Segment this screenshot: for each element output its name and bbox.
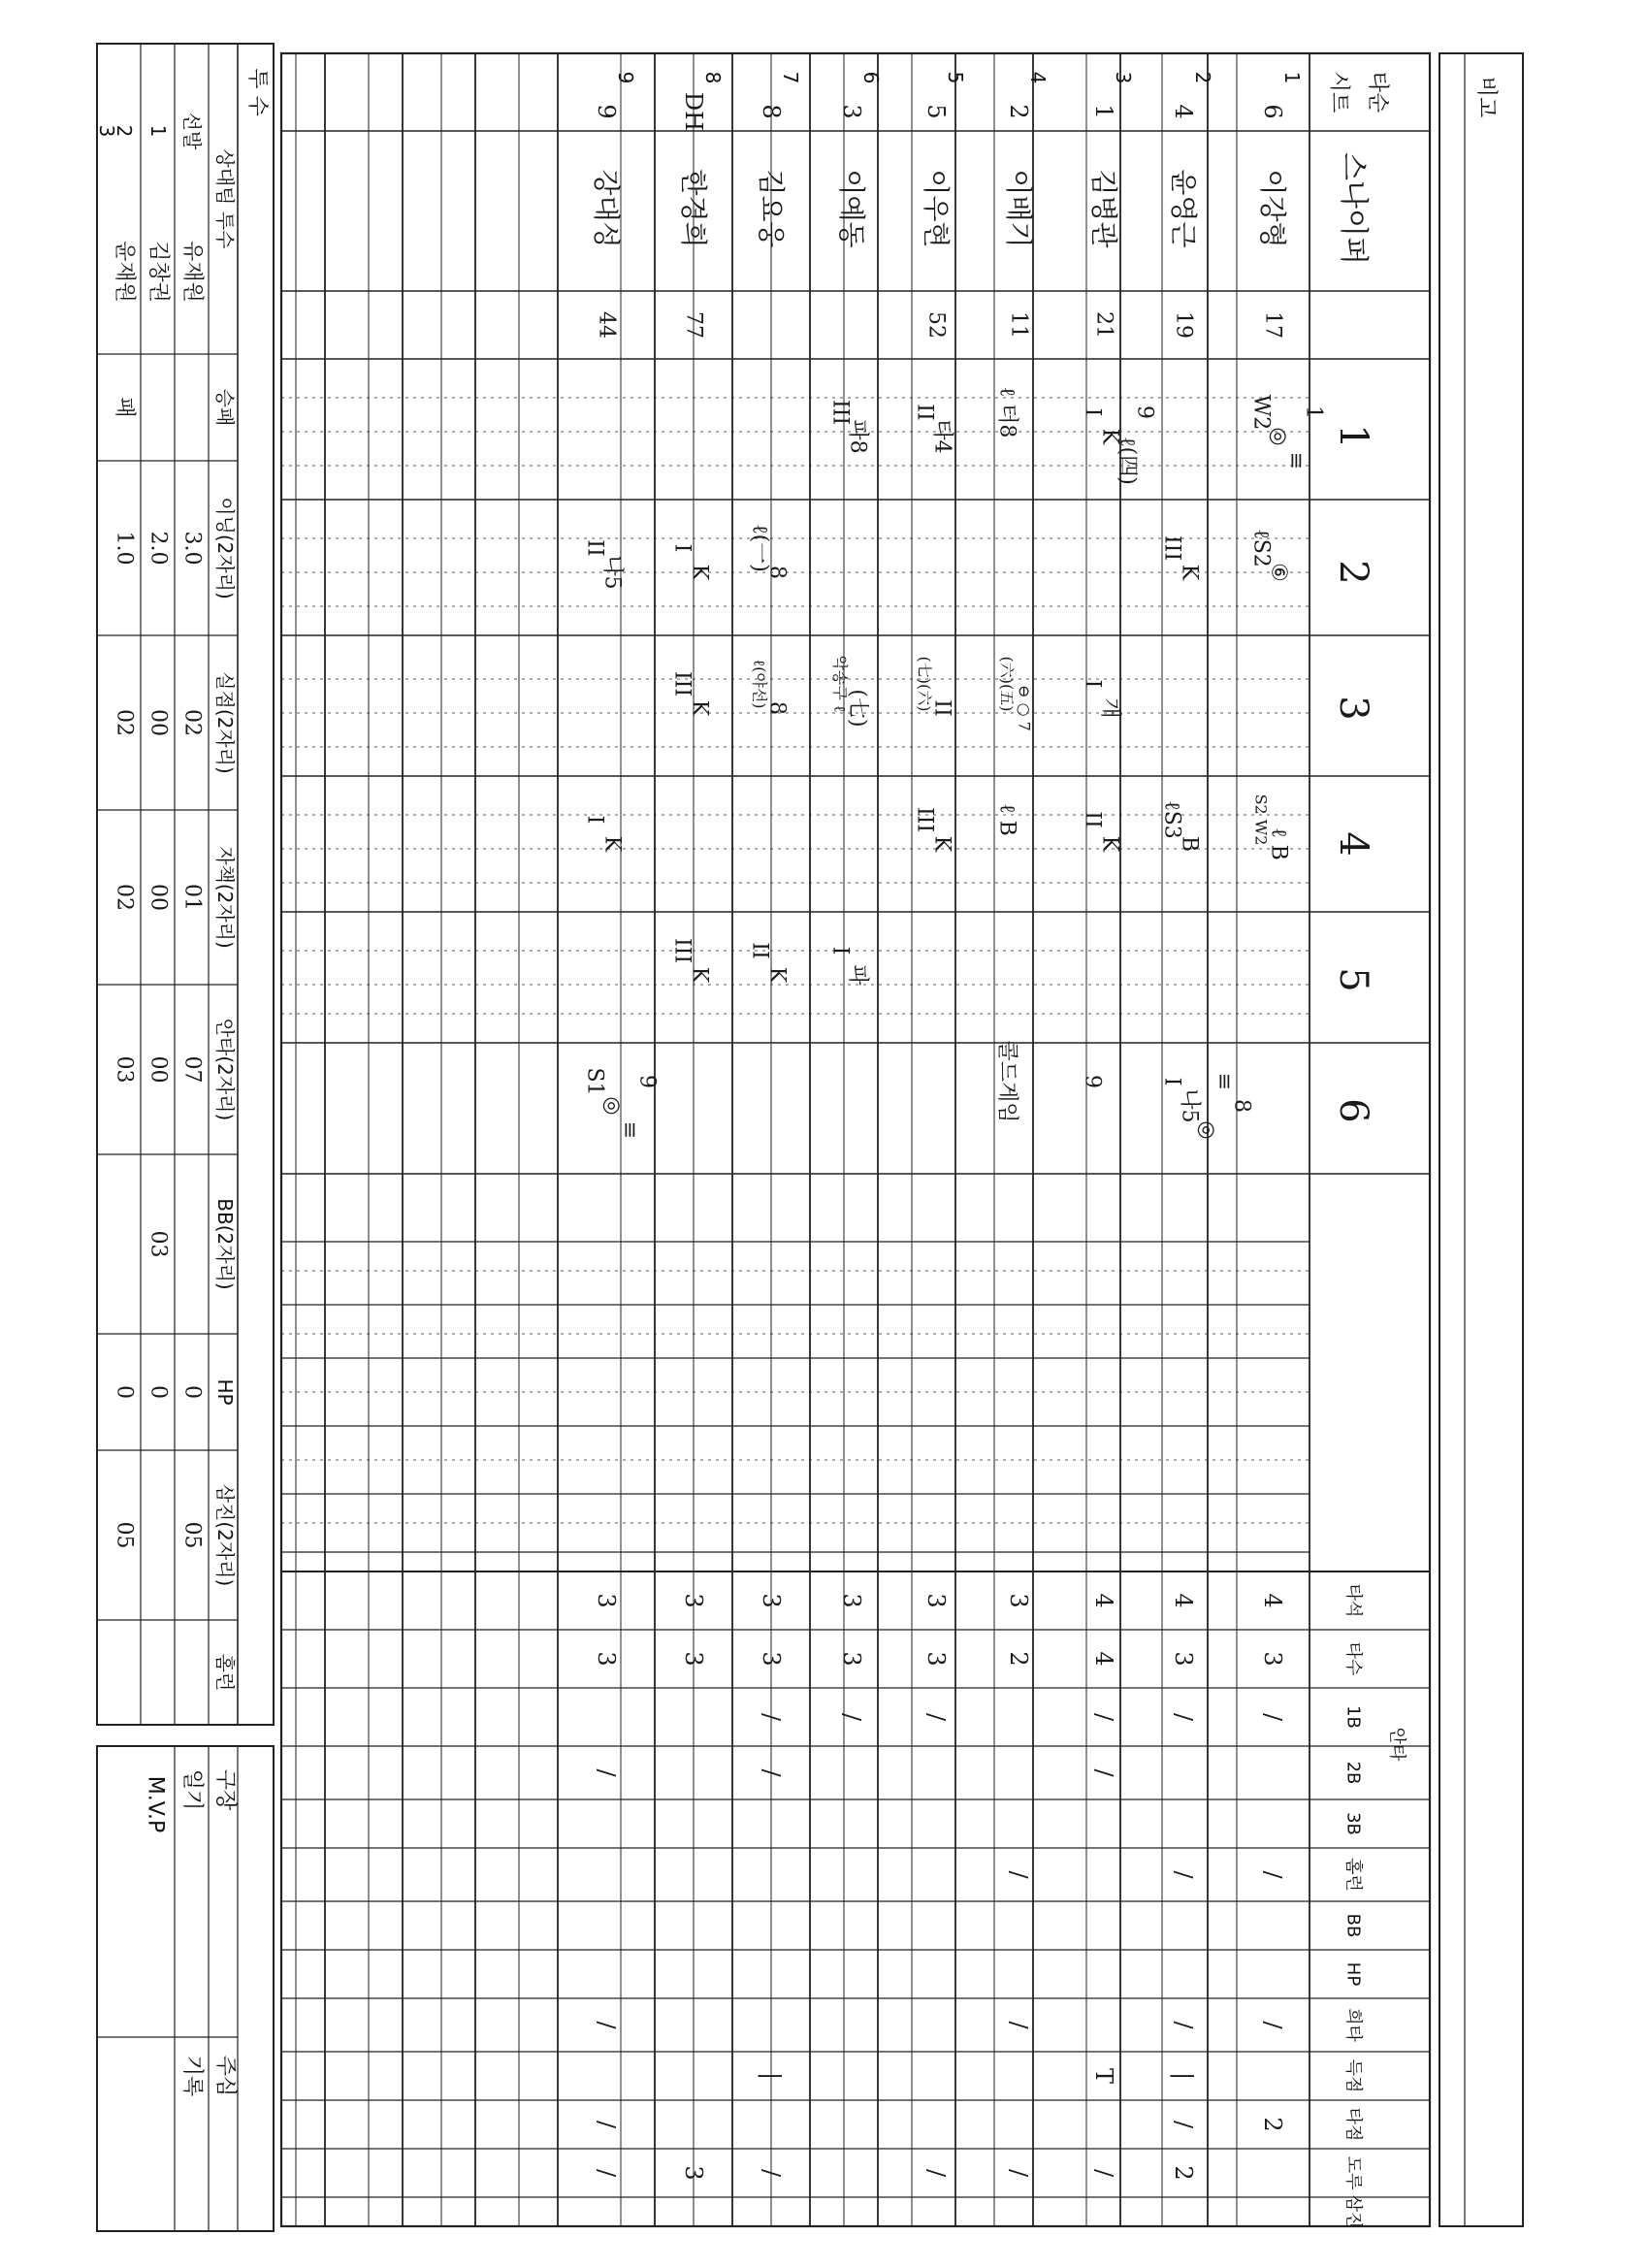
pitcher-name-0: 유재원 (179, 241, 205, 303)
stat-sb-5: / (922, 2168, 950, 2178)
play-mark: 콜드게임 (994, 1040, 1019, 1123)
play-mark: ◎ (599, 1096, 625, 1116)
batter-pos-1: 6 (1259, 104, 1286, 119)
stat-header-5: 홈런 (1342, 1858, 1364, 1892)
batter-name-7: 김요웅 (755, 169, 788, 248)
play-mark: I (1159, 1077, 1184, 1086)
stat-h1-5: / (922, 1712, 950, 1722)
batter-num-2: 19 (1171, 311, 1196, 339)
batter-order-8: 8 (701, 71, 725, 84)
play-mark: 9 (1132, 405, 1157, 419)
stat-pa-5: 3 (922, 1593, 950, 1608)
stat-sb-7: / (758, 2168, 785, 2178)
stat-pa-7: 3 (758, 1593, 785, 1608)
play-mark: 9 (634, 1075, 660, 1088)
play-mark: S1 (582, 1067, 607, 1096)
pitcher-r-2: 02 (112, 709, 137, 736)
stat-ab-9: 3 (593, 1651, 620, 1667)
stat-pa-1: 4 (1259, 1593, 1286, 1608)
play-mark: ≡ (1212, 1072, 1237, 1091)
batter-num-4: 11 (1006, 311, 1031, 339)
batter-pos-7: 8 (758, 104, 785, 119)
pitcher-h-2: 03 (112, 1055, 137, 1084)
pitcher-header-5: 안타(2자리) (213, 1018, 237, 1121)
batter-pos-3: 1 (1090, 104, 1117, 119)
stat-header-10: 타점 (1342, 2107, 1364, 2142)
stat-header-0: 타석 (1342, 1583, 1364, 1618)
stat-sac-2: / (1170, 2021, 1197, 2029)
stat-sb-2: 2 (1170, 2165, 1197, 2181)
play-mark: ℓ(四) (1115, 437, 1140, 485)
play-mark: 악송구 ℓ (830, 655, 850, 713)
stat-header-3: 2B (1342, 1761, 1364, 1785)
pitcher-role-3: 3 (95, 124, 118, 138)
play-mark: K (687, 564, 712, 581)
inning-number-6: 6 (1331, 1098, 1375, 1123)
stat-h1-2: / (1170, 1712, 1197, 1722)
stat-h1-1: / (1259, 1712, 1286, 1722)
team-name: 스나이퍼 (1336, 152, 1371, 265)
play-mark: I (669, 543, 695, 553)
pitcher-ip-0: 3.0 (179, 531, 205, 566)
mvp-label: M.V.P (143, 1775, 168, 1833)
hit-group-label: 안타 (1386, 1727, 1407, 1762)
play-mark: K (929, 835, 954, 853)
stat-hr-1: / (1259, 1870, 1286, 1879)
play-mark: 8 (764, 566, 790, 579)
stat-h2-3: / (1090, 1768, 1117, 1777)
play-mark: ⑥ (1266, 563, 1291, 582)
play-mark: (七)(六) (915, 656, 934, 712)
play-mark: II (912, 404, 937, 421)
play-mark: I (582, 815, 607, 825)
play-mark: K (599, 835, 625, 853)
play-mark: K (764, 966, 790, 984)
play-mark: ℓ(一) (747, 524, 772, 572)
stat-rbi-9: / (593, 2120, 620, 2129)
stat-r-2: | (1170, 2071, 1197, 2081)
stat-pa-8: 3 (680, 1593, 707, 1608)
play-mark: ℓS2 (1248, 529, 1274, 567)
pitcher-header-4: 자책(2자리) (213, 846, 237, 949)
play-mark: 파8 (845, 419, 870, 454)
play-mark: III (912, 806, 937, 833)
play-mark: 타4 (929, 419, 954, 454)
stat-sb-3: / (1090, 2168, 1117, 2178)
play-mark: II (929, 699, 954, 717)
stat-r-3: T (1090, 2067, 1117, 2085)
stat-header-8: 희타 (1342, 2008, 1364, 2042)
batter-num-9: 44 (594, 311, 619, 339)
play-mark: I (1080, 679, 1105, 689)
play-mark: ⊖ ○ 7 (1015, 685, 1034, 731)
play-mark: ℓ B (994, 803, 1019, 836)
scorer-label: 기록 (179, 2055, 205, 2097)
pitcher-so-0: 05 (179, 1521, 205, 1549)
pitcher-header-3: 실점(2자리) (213, 671, 237, 774)
batter-num-5: 52 (923, 311, 949, 339)
play-mark: III (669, 937, 695, 964)
play-mark: ℓ(야선) (750, 659, 769, 709)
batter-num-8: 77 (681, 311, 706, 339)
stat-rbi-1: 2 (1259, 2117, 1286, 2132)
play-mark: II (1080, 811, 1105, 828)
play-mark: I (827, 946, 853, 956)
play-mark: K (1097, 428, 1122, 445)
stat-header-9: 득점 (1342, 2058, 1364, 2093)
stat-h2-7: / (758, 1768, 785, 1777)
pitcher-ip-2: 1.0 (112, 531, 137, 566)
pitcher-header-0: 상대팀 투수 (213, 148, 237, 249)
stat-header-11: 도루 (1342, 2155, 1364, 2190)
inning-number-2: 2 (1331, 560, 1375, 585)
play-mark: III (827, 399, 853, 426)
batter-order-9: 9 (614, 71, 637, 84)
play-mark: 파 (845, 964, 870, 986)
batting-grid (281, 53, 1430, 2226)
remarks-label: 비고 (1473, 76, 1499, 118)
stat-header-1: 타수 (1342, 1641, 1364, 1676)
stat-header-4: 3B (1342, 1812, 1364, 1835)
remarks-box (1439, 53, 1523, 2226)
play-mark: (六)(五) (997, 656, 1017, 712)
stat-h2-9: / (593, 1768, 620, 1777)
pitcher-wl-2: 패 (112, 397, 137, 418)
stat-ab-7: 3 (758, 1651, 785, 1667)
umpire-label: 주심 (212, 2055, 238, 2097)
play-mark: K (1177, 564, 1202, 581)
stat-hr-2: / (1170, 1870, 1197, 1879)
stat-header-12: 삼진 (1342, 2194, 1364, 2229)
pitcher-r-1: 00 (146, 709, 171, 736)
pitcher-er-2: 02 (112, 884, 137, 911)
play-mark: K (687, 966, 712, 984)
pitcher-name-1: 김창권 (146, 241, 171, 303)
batter-name-9: 강대성 (590, 169, 623, 248)
stat-sb-4: / (1005, 2168, 1032, 2178)
play-mark: I (1080, 407, 1105, 417)
batter-order-4: 4 (1026, 71, 1050, 84)
stat-pa-4: 3 (1005, 1593, 1032, 1608)
stat-rbi-2: / (1170, 2120, 1197, 2129)
pitcher-so-2: 05 (112, 1521, 137, 1549)
stat-sb-8: 3 (680, 2165, 707, 2181)
batter-name-2: 윤영근 (1167, 169, 1200, 248)
pitcher-title: 투 수 (244, 68, 270, 116)
batter-name-6: 이예동 (835, 169, 868, 248)
pitcher-hp-0: 0 (179, 1385, 205, 1399)
batter-order-6: 6 (859, 71, 883, 84)
stat-ab-3: 4 (1090, 1651, 1117, 1667)
batter-order-5: 5 (944, 71, 967, 84)
stat-header-7: HP (1342, 1961, 1364, 1987)
play-mark: W2 (1248, 394, 1274, 431)
play-mark: III (1159, 535, 1184, 562)
batting-order-header: 타순 (1365, 71, 1390, 113)
pitcher-er-1: 00 (146, 884, 171, 911)
stat-h1-7: / (758, 1712, 785, 1722)
batter-pos-5: 5 (922, 104, 950, 119)
stat-h1-3: / (1090, 1712, 1117, 1722)
play-mark: ℓ 터8 (994, 386, 1019, 438)
inning-number-3: 3 (1331, 696, 1375, 721)
play-mark: S2 W2 (1251, 794, 1271, 846)
pitcher-name-2: 윤재원 (112, 241, 137, 303)
play-mark: II (582, 539, 607, 557)
batter-num-3: 21 (1091, 311, 1116, 339)
stat-hr-4: / (1005, 1870, 1032, 1879)
stat-ab-4: 2 (1005, 1651, 1032, 1667)
play-mark: K (687, 699, 712, 717)
play-mark: 1 (1301, 405, 1326, 419)
stat-pa-3: 4 (1090, 1593, 1117, 1608)
pitcher-hp-2: 0 (112, 1385, 137, 1399)
play-mark: B (1177, 835, 1202, 853)
stat-sac-4: / (1005, 2021, 1032, 2029)
stat-pa-6: 3 (838, 1593, 865, 1608)
play-mark: 나5 (599, 555, 625, 590)
play-mark: 9 (1080, 1075, 1105, 1088)
batter-pos-9: 9 (593, 104, 620, 119)
play-mark: ◎ (1266, 427, 1291, 446)
pitcher-header-1: 승패 (213, 388, 237, 427)
batter-pos-6: 3 (838, 104, 865, 119)
play-mark: 8 (1229, 1099, 1254, 1113)
play-mark: ℓS3 (1159, 800, 1184, 839)
date-label: 일기 (179, 1768, 205, 1811)
stat-ab-6: 3 (838, 1651, 865, 1667)
pitcher-ip-1: 2.0 (146, 531, 171, 566)
play-mark: ℓ B (1266, 827, 1291, 860)
batter-pos-2: 4 (1170, 104, 1197, 119)
stat-sac-9: / (593, 2021, 620, 2029)
stat-header-6: BB (1342, 1913, 1364, 1938)
stat-ab-5: 3 (922, 1651, 950, 1667)
play-mark: (七) (845, 689, 870, 728)
batter-pos-4: 2 (1005, 104, 1032, 119)
play-mark: 개 (1097, 697, 1122, 719)
batter-num-1: 17 (1260, 311, 1285, 339)
info-box (97, 1746, 274, 2231)
play-mark: III (669, 670, 695, 697)
batter-name-4: 이배기 (1002, 169, 1035, 248)
play-mark: ≡ (1283, 451, 1309, 470)
pitcher-header-2: 이닝(2자리) (213, 497, 237, 599)
batter-order-1: 1 (1280, 71, 1304, 84)
pitcher-bb-1: 03 (146, 1230, 171, 1258)
stat-sb-9: / (593, 2168, 620, 2178)
batter-order-3: 3 (1112, 71, 1135, 84)
play-mark: II (747, 942, 772, 959)
pitcher-role-1: 1 (146, 124, 170, 138)
play-mark: 나5 (1177, 1088, 1202, 1123)
stat-r-7: | (758, 2071, 785, 2081)
inning-number-5: 5 (1331, 967, 1375, 992)
pitcher-role-2: 2 (113, 124, 136, 138)
pitcher-header-7: HP (213, 1378, 237, 1406)
stat-ab-8: 3 (680, 1651, 707, 1667)
venue-label: 구장 (212, 1768, 238, 1811)
pitcher-header-6: BB(2자리) (213, 1198, 237, 1290)
batter-order-2: 2 (1191, 71, 1214, 84)
inning-number-1: 1 (1331, 424, 1375, 449)
pitcher-header-9: 홈런 (213, 1653, 237, 1692)
stat-pa-2: 4 (1170, 1593, 1197, 1608)
batter-name-1: 이강형 (1256, 169, 1289, 248)
pitcher-h-0: 07 (179, 1055, 205, 1084)
position-header: 시트 (1326, 71, 1351, 113)
batter-name-8: 한경희 (677, 169, 710, 248)
inning-number-4: 4 (1331, 831, 1375, 857)
play-mark: K (1097, 835, 1122, 853)
stat-ab-1: 3 (1259, 1651, 1286, 1667)
pitcher-er-0: 01 (179, 884, 205, 911)
play-mark: ≡ (617, 1120, 642, 1140)
batter-name-5: 이우현 (920, 169, 953, 248)
stat-h1-6: / (838, 1712, 865, 1722)
pitcher-header-8: 삼진(2자리) (213, 1483, 237, 1587)
batter-name-3: 김병관 (1087, 169, 1120, 248)
play-mark: ◎ (1194, 1120, 1219, 1140)
stat-pa-9: 3 (593, 1593, 620, 1608)
pitcher-hp-1: 0 (146, 1385, 171, 1399)
pitcher-role-0: 선발 (180, 112, 204, 150)
play-mark: 8 (764, 701, 790, 715)
stat-ab-2: 3 (1170, 1651, 1197, 1667)
stat-sac-1: / (1259, 2021, 1286, 2029)
pitcher-h-1: 00 (146, 1055, 171, 1084)
pitcher-r-0: 02 (179, 709, 205, 736)
batter-pos-8: DH (680, 91, 707, 132)
stat-header-2: 1B (1342, 1705, 1364, 1729)
batter-order-7: 7 (779, 71, 802, 84)
